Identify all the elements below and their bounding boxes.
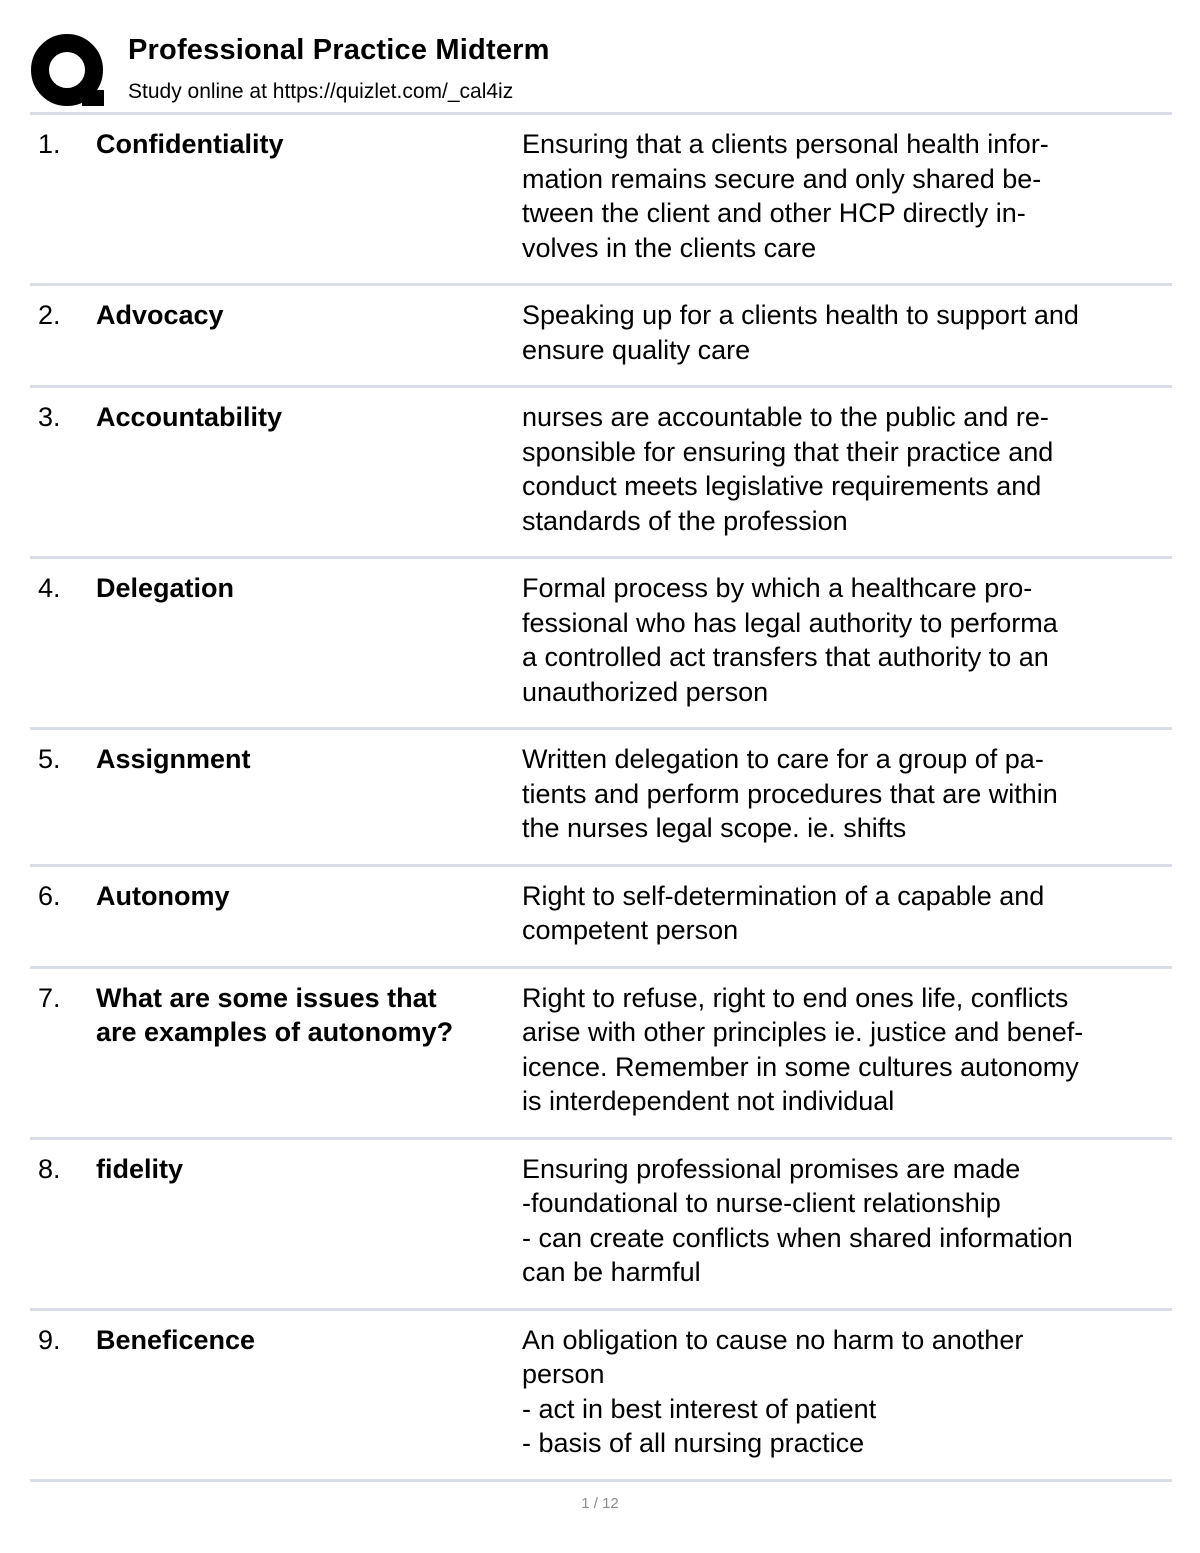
card-definition-line: - can create conflicts when shared information	[522, 1222, 1073, 1253]
flashcard-row	[30, 730, 1172, 867]
card-definition-line: Ensuring professional promises are made	[522, 1153, 1021, 1184]
document-header	[30, 28, 1172, 114]
card-number: 8.	[38, 1153, 61, 1184]
card-definition-line: - act in best interest of patient	[522, 1393, 877, 1424]
card-definition-line: tween the client and other HCP directly in-	[522, 198, 1026, 228]
card-definition	[522, 400, 1172, 538]
card-term-line: Beneficence	[96, 1324, 256, 1355]
card-definition-line: Written delegation to care for a group of pa-	[522, 744, 1044, 774]
flashcard-row	[30, 969, 1172, 1140]
card-definition-line: sponsible for ensuring that their practice and	[522, 436, 1054, 467]
card-number: 1.	[38, 129, 61, 159]
card-definition-line: tients and perform procedures that are within	[522, 778, 1058, 809]
flashcard-row	[30, 559, 1172, 730]
flashcard-row	[30, 867, 1172, 969]
card-definition	[522, 1152, 1172, 1290]
card-number: 4.	[38, 573, 61, 603]
card-term-line: are examples of autonomy?	[96, 1017, 454, 1047]
card-definition-line: - basis of all nursing practice	[522, 1428, 865, 1458]
card-term	[96, 127, 516, 162]
quizlet-logo-icon	[30, 32, 108, 110]
card-term	[96, 981, 516, 1050]
flashcard-row	[30, 286, 1172, 388]
card-definition-line: Right to self-determination of a capable and	[522, 880, 1045, 911]
card-term-line: Confidentiality	[96, 129, 284, 159]
card-term	[96, 298, 516, 333]
card-definition	[522, 981, 1172, 1119]
card-definition-line: can be harmful	[522, 1257, 701, 1287]
card-definition-line: arise with other principles ie. justice and benef-	[522, 1017, 1084, 1047]
card-definition-line: is interdependent not individual	[522, 1086, 895, 1116]
card-definition-line: standards of the profession	[522, 505, 848, 536]
flashcard-row	[30, 388, 1172, 559]
card-term	[96, 571, 516, 606]
card-term-line: Assignment	[96, 744, 251, 774]
card-definition	[522, 879, 1172, 948]
card-number: 2.	[38, 300, 61, 330]
card-term	[96, 400, 516, 435]
card-definition-line: person	[522, 1359, 605, 1389]
card-term-line: Advocacy	[96, 300, 224, 330]
card-definition	[522, 571, 1172, 709]
card-definition-line: Speaking up for a clients health to support and	[522, 300, 1079, 330]
card-number: 3.	[38, 402, 61, 432]
card-definition	[522, 298, 1172, 367]
study-link-text: Study online at https://quizlet.com/_cal4iz	[128, 80, 514, 103]
card-definition	[522, 1323, 1172, 1461]
card-definition-line: unauthorized person	[522, 676, 769, 707]
card-definition-line: volves in the clients care	[522, 232, 817, 263]
document-title: Professional Practice Midterm	[128, 34, 550, 66]
card-definition-line: Formal process by which a healthcare pro-	[522, 573, 1033, 603]
card-term-line: Accountability	[96, 402, 283, 432]
card-term	[96, 742, 516, 777]
card-definition-line: An obligation to cause no harm to another	[522, 1324, 1024, 1355]
page-indicator: 1 / 12	[581, 1495, 619, 1512]
card-definition-line: a controlled act transfers that authority to an	[522, 642, 1049, 672]
card-term	[96, 879, 516, 914]
card-number: 7.	[38, 982, 61, 1013]
card-number: 6.	[38, 880, 61, 911]
card-number: 5.	[38, 744, 61, 774]
card-term-line: fidelity	[96, 1153, 184, 1184]
card-definition-line: icence. Remember in some cultures autonomy	[522, 1051, 1079, 1082]
card-term-line: What are some issues that	[96, 982, 437, 1013]
card-definition-line: mation remains secure and only shared be-	[522, 163, 1042, 194]
card-definition-line: conduct meets legislative requirements and	[522, 471, 1042, 501]
card-definition-line: -foundational to nurse-client relationship	[522, 1188, 1001, 1218]
flashcard-list	[30, 115, 1172, 1482]
card-definition-line: Right to refuse, right to end ones life, conflicts	[522, 982, 1069, 1013]
card-number: 9.	[38, 1324, 61, 1355]
card-definition	[522, 127, 1172, 265]
flashcard-row	[30, 115, 1172, 286]
card-definition-line: Ensuring that a clients personal health infor-	[522, 129, 1049, 159]
card-definition-line: fessional who has legal authority to performa	[522, 607, 1058, 638]
card-term-line: Autonomy	[96, 880, 230, 911]
flashcard-row	[30, 1311, 1172, 1482]
card-definition-line: ensure quality care	[522, 334, 751, 365]
card-term	[96, 1152, 516, 1187]
card-definition-line: the nurses legal scope. ie. shifts	[522, 813, 907, 843]
card-definition-line: nurses are accountable to the public and re-	[522, 402, 1049, 432]
card-term	[96, 1323, 516, 1358]
card-definition	[522, 742, 1172, 846]
card-definition-line: competent person	[522, 915, 739, 945]
card-term-line: Delegation	[96, 573, 235, 603]
flashcard-row	[30, 1140, 1172, 1311]
